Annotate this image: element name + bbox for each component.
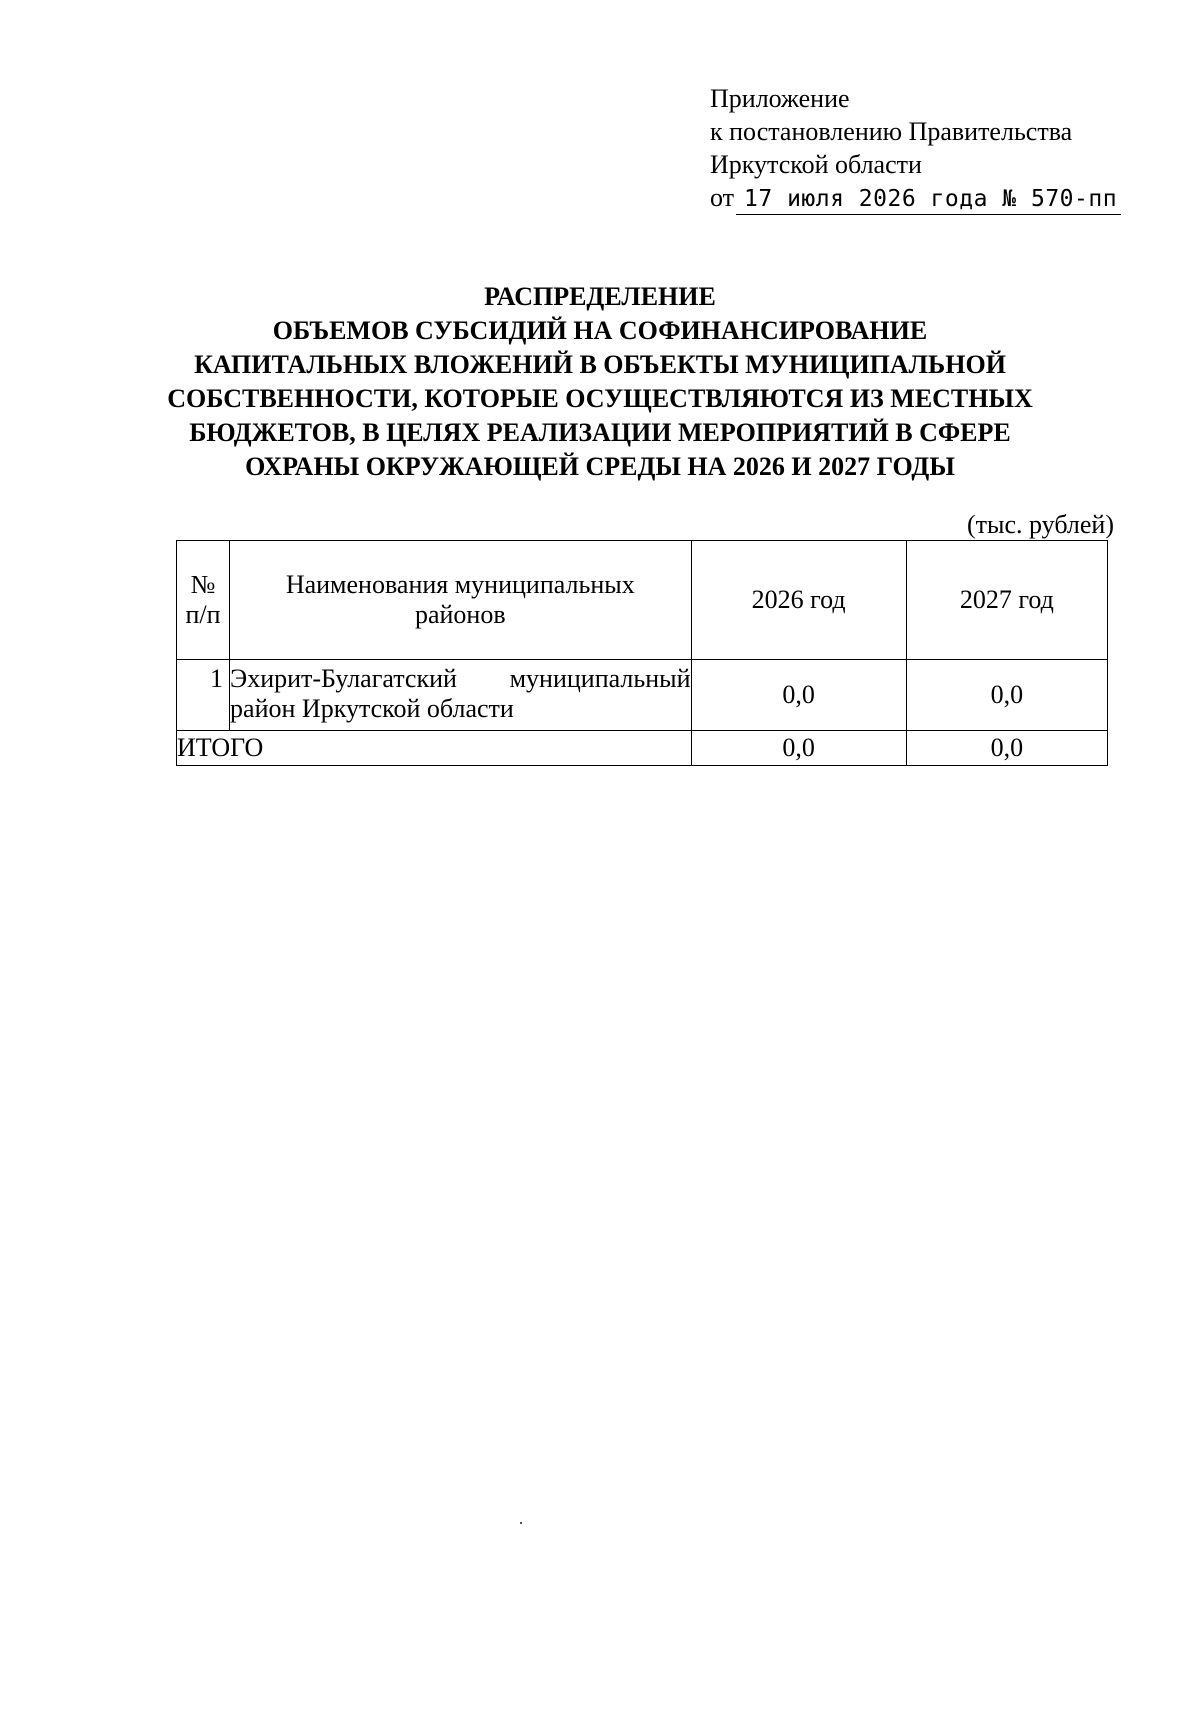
appendix-date-line bbox=[710, 181, 1121, 215]
header-name-line1: Наименования муниципальных bbox=[285, 570, 635, 599]
distribution-table bbox=[176, 540, 1108, 766]
row-district-name: Эхирит-Булагатский муниципальный район Иркутской области bbox=[230, 660, 691, 731]
title-line: БЮДЖЕТОВ, В ЦЕЛЯХ РЕАЛИЗАЦИИ МЕРОПРИЯТИЙ В СФЕРЕ bbox=[189, 418, 1011, 447]
total-value-2027: 0,0 bbox=[906, 731, 1107, 766]
row-value-2026: 0,0 bbox=[691, 660, 906, 731]
document-title bbox=[140, 280, 1060, 484]
title-line: РАСПРЕДЕЛЕНИЕ bbox=[484, 282, 716, 311]
appendix-block bbox=[710, 82, 1121, 215]
table-header-row bbox=[177, 541, 1108, 660]
title-line: ОБЪЕМОВ СУБСИДИЙ НА СОФИНАНСИРОВАНИЕ bbox=[272, 316, 928, 345]
row-number: 1 bbox=[177, 660, 230, 731]
header-year-2027: 2027 год bbox=[906, 541, 1107, 660]
appendix-resolution: к постановлению Правительства bbox=[710, 117, 1073, 146]
header-district-name bbox=[230, 541, 691, 660]
table-row bbox=[177, 660, 1108, 731]
header-name-line2: районов bbox=[414, 600, 506, 629]
header-number-line2: п/п bbox=[185, 600, 221, 629]
scan-speck bbox=[520, 1522, 522, 1524]
title-line: СОБСТВЕННОСТИ, КОТОРЫЕ ОСУЩЕСТВЛЯЮТСЯ ИЗ МЕСТНЫХ bbox=[167, 384, 1033, 413]
header-year-2026: 2026 год bbox=[691, 541, 906, 660]
total-value-2026: 0,0 bbox=[691, 731, 906, 766]
date-value: 17 июля 2026 года № 570-пп bbox=[736, 186, 1121, 215]
title-line: ОХРАНЫ ОКРУЖАЮЩЕЙ СРЕДЫ НА 2026 И 2027 ГОДЫ bbox=[245, 452, 955, 481]
appendix-region: Иркутской области bbox=[710, 150, 922, 179]
row-value-2027: 0,0 bbox=[906, 660, 1107, 731]
date-prefix: от bbox=[710, 183, 735, 212]
title-line: КАПИТАЛЬНЫХ ВЛОЖЕНИЙ В ОБЪЕКТЫ МУНИЦИПАЛЬНОЙ bbox=[194, 350, 1006, 379]
total-row bbox=[177, 731, 1108, 766]
total-label: ИТОГО bbox=[177, 731, 692, 766]
header-number-line1: № bbox=[190, 570, 216, 599]
header-number bbox=[177, 541, 230, 660]
appendix-title: Приложение bbox=[710, 84, 850, 113]
units-label: (тыс. рублей) bbox=[966, 510, 1114, 539]
